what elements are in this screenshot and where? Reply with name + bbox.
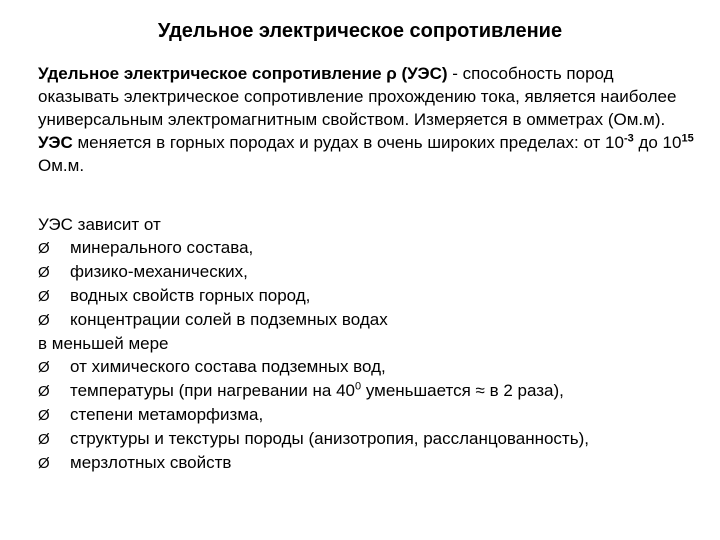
list-item-text: физико-механических, bbox=[70, 262, 248, 281]
range-to-exponent: 15 bbox=[681, 132, 694, 145]
dependency-intro: УЭС зависит от bbox=[38, 215, 161, 234]
list-item-text: водных свойств горных пород, bbox=[70, 286, 311, 305]
arrow-bullet-icon: Ø bbox=[38, 240, 50, 257]
list-item bbox=[38, 355, 708, 379]
temperature-suffix: уменьшается ≈ в 2 раза), bbox=[361, 381, 564, 400]
list-item-text: концентрации солей в подземных водах bbox=[70, 310, 388, 329]
list-item-text: мерзлотных свойств bbox=[70, 453, 232, 472]
list-item bbox=[38, 403, 708, 427]
list-item bbox=[38, 284, 708, 308]
arrow-bullet-icon: Ø bbox=[38, 264, 50, 281]
abbr-label: УЭС bbox=[38, 133, 73, 152]
arrow-bullet-icon: Ø bbox=[38, 383, 50, 400]
list-item bbox=[38, 427, 708, 451]
arrow-bullet-icon: Ø bbox=[38, 288, 50, 305]
dependency-list bbox=[38, 213, 708, 475]
list-item-text: минерального состава, bbox=[70, 238, 254, 257]
list-item bbox=[38, 260, 708, 284]
secondary-intro: в меньшей мере bbox=[38, 334, 169, 353]
definition-term: Удельное электрическое сопротивление ρ (УЭС) bbox=[38, 64, 448, 83]
range-from-exponent: -3 bbox=[623, 132, 634, 145]
temperature-prefix: температуры (при нагревании на 40 bbox=[70, 381, 355, 400]
arrow-bullet-icon: Ø bbox=[38, 455, 50, 472]
arrow-bullet-icon: Ø bbox=[38, 431, 50, 448]
temperature-degree: 0 bbox=[354, 380, 362, 393]
list-item-text bbox=[70, 379, 564, 402]
slide-title: Удельное электрическое сопротивление bbox=[157, 20, 563, 42]
definition-text bbox=[38, 62, 698, 131]
list-item bbox=[38, 308, 708, 332]
range-unit: Ом.м. bbox=[38, 156, 85, 175]
list-item-text: от химического состава подземных вод, bbox=[70, 357, 386, 376]
range-text bbox=[38, 131, 698, 177]
list-item bbox=[38, 451, 708, 475]
arrow-bullet-icon: Ø bbox=[38, 407, 50, 424]
list-item-text: структуры и текстуры породы (анизотропия, рассланцованность), bbox=[70, 429, 589, 448]
list-item bbox=[38, 236, 708, 260]
list-item bbox=[38, 379, 708, 403]
list-item-text: степени метаморфизма, bbox=[70, 405, 264, 424]
arrow-bullet-icon: Ø bbox=[38, 312, 50, 329]
range-from: от 10 bbox=[583, 133, 624, 152]
definition-paragraph bbox=[38, 62, 698, 177]
range-to: до 10 bbox=[633, 133, 682, 152]
arrow-bullet-icon: Ø bbox=[38, 359, 50, 376]
range-description: меняется в горных породах и рудах в очень широких пределах: bbox=[72, 133, 584, 152]
definition-body: - способность пород оказывать электрическое сопротивление прохождению тока, является наиболее универсальным электромагнитным свойством. Измеряется в омметрах (Ом.м). bbox=[38, 64, 677, 129]
